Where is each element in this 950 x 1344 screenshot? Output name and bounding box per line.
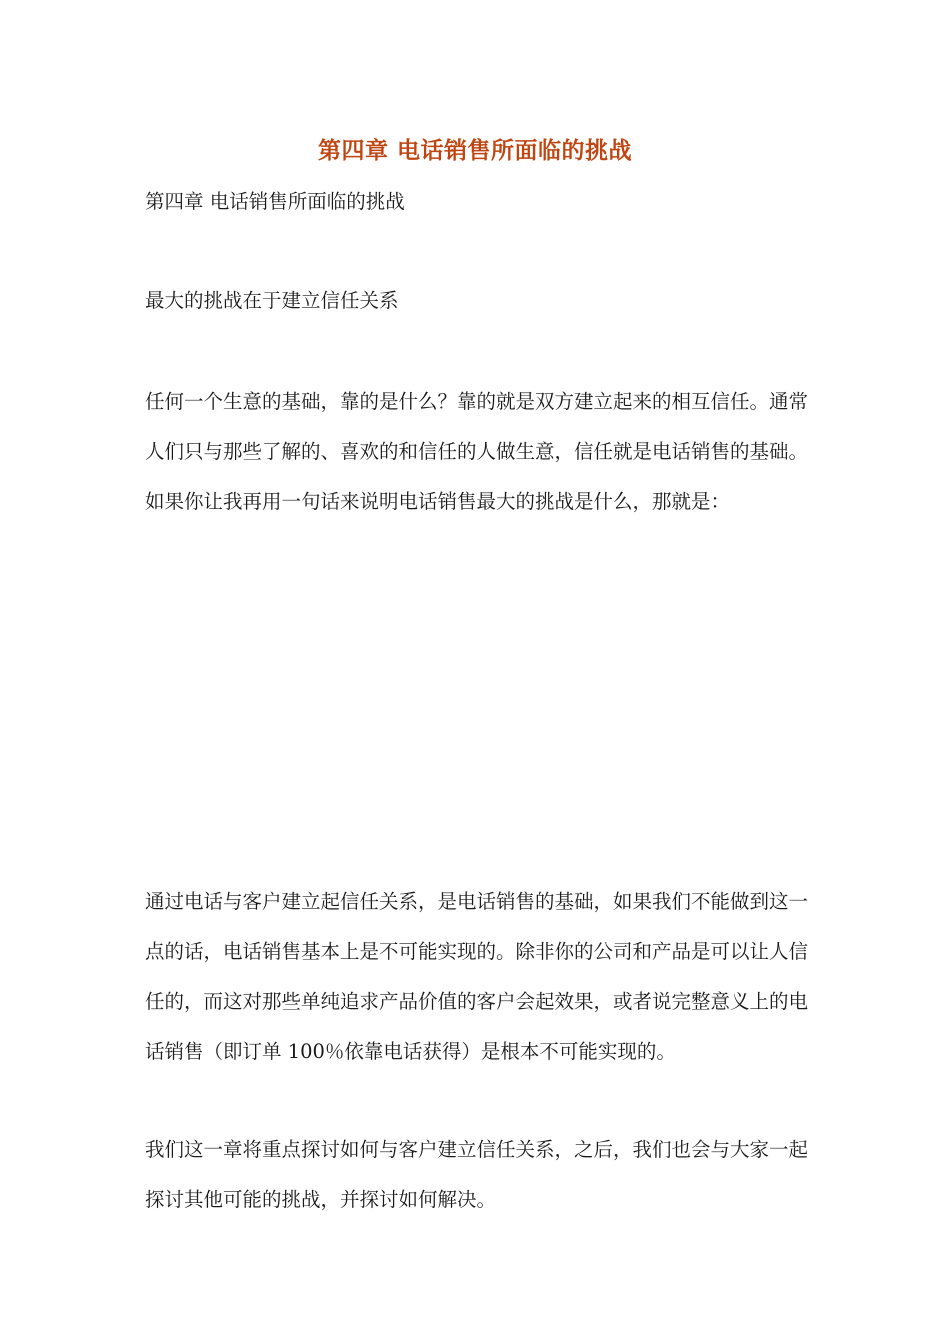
section-heading: 最大的挑战在于建立信任关系: [145, 289, 399, 312]
paragraph-1: 任何一个生意的基础，靠的是什么？靠的就是双方建立起来的相互信任。通常人们只与那些了解的、喜欢的和信任的人做生意，信任就是电话销售的基础。如果你让我再用一句话来说明电话销售最大的挑战是什么，那就是：: [145, 390, 809, 513]
document-title: 第四章 电话销售所面临的挑战: [317, 137, 632, 164]
paragraph-3: 我们这一章将重点探讨如何与客户建立信任关系，之后，我们也会与大家一起探讨其他可能的挑战，并探讨如何解决。: [145, 1138, 809, 1211]
paragraph-2: 通过电话与客户建立起信任关系，是电话销售的基础，如果我们不能做到这一点的话，电话销售基本上是不可能实现的。除非你的公司和产品是可以让人信任的，而这对那些单纯追求产品价值的客户会起效果，或者说完整意义上的电话销售（即订单 100％依靠电话获得）是根本不可能实现的。: [145, 890, 809, 1063]
chapter-subtitle: 第四章 电话销售所面临的挑战: [145, 190, 405, 213]
